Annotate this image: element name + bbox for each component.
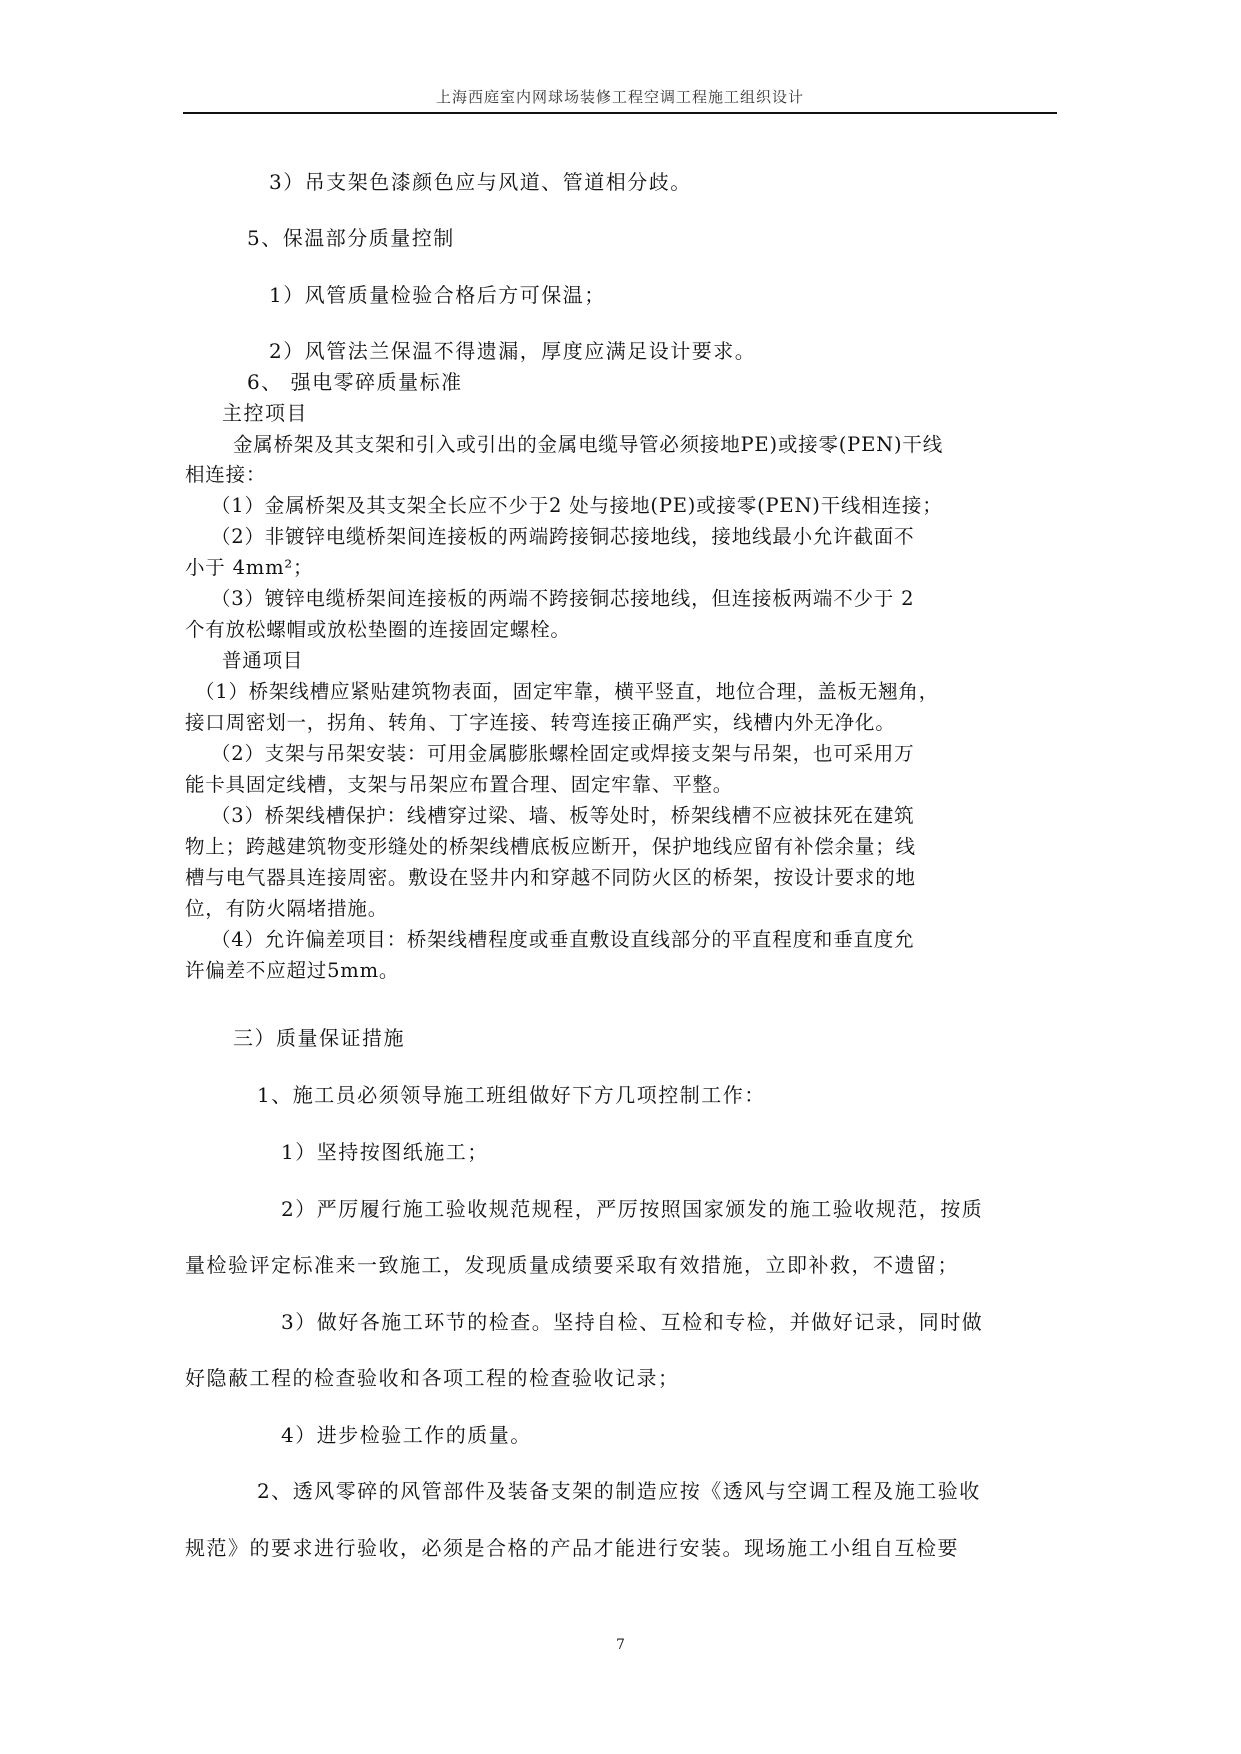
- section-heading: 三）质量保证措施: [233, 1026, 405, 1050]
- text-line: 接口周密划一，拐角、转角、丁字连接、转弯连接正确严实，线槽内外无净化。: [185, 711, 896, 734]
- section-heading: 5、保温部分质量控制: [247, 226, 455, 250]
- text-line: 2）风管法兰保温不得遗漏，厚度应满足设计要求。: [269, 339, 757, 363]
- header-rule: [183, 112, 1057, 114]
- text-line: 1、施工员必须领导施工班组做好下方几项控制工作：: [257, 1083, 766, 1107]
- text-line: （3）镀锌电缆桥架间连接板的两端不跨接铜芯接地线，但连接板两端不少于 2: [211, 587, 915, 610]
- subsection-heading: 普通项目: [222, 649, 304, 672]
- text-line: 小于 4mm²；: [185, 556, 314, 579]
- text-line: （1）桥架线槽应紧贴建筑物表面，固定牢靠，横平竖直，地位合理，盖板无翘角，: [195, 680, 940, 703]
- text-line: （1）金属桥架及其支架全长应不少于2 处与接地(PE)或接零(PEN)干线相连接；: [211, 494, 943, 517]
- text-line: 1）风管质量检验合格后方可保温；: [269, 283, 606, 307]
- page-header-title: 上海西庭室内网球场装修工程空调工程施工组织设计: [435, 88, 804, 106]
- text-line: 能卡具固定线槽，支架与吊架应布置合理、固定牢靠、平整。: [185, 773, 734, 796]
- text-line: 好隐蔽工程的检查验收和各项工程的检查验收记录；: [185, 1366, 680, 1390]
- text-line: 3）吊支架色漆颜色应与风道、管道相分歧。: [269, 170, 692, 194]
- text-line: 1）坚持按图纸施工；: [281, 1140, 489, 1164]
- text-line: （2）支架与吊架安装：可用金属膨胀螺栓固定或焊接支架与吊架，也可采用万: [211, 742, 915, 765]
- text-line: 位，有防火隔堵措施。: [185, 897, 389, 920]
- text-line: 金属桥架及其支架和引入或引出的金属电缆导管必须接地PE)或接零(PEN)干线: [233, 433, 943, 456]
- text-line: 2）严厉履行施工验收规范规程，严厉按照国家颁发的施工验收规范，按质: [281, 1197, 984, 1221]
- section-heading: 6、 强电零碎质量标准: [247, 370, 463, 394]
- text-line: 4）进步检验工作的质量。: [281, 1423, 532, 1447]
- text-line: （4）允许偏差项目：桥架线槽程度或垂直敷设直线部分的平直程度和垂直度允: [211, 928, 915, 951]
- text-line: 2、透风零碎的风管部件及装备支架的制造应按《透风与空调工程及施工验收: [257, 1479, 981, 1503]
- text-line: （2）非镀锌电缆桥架间连接板的两端跨接铜芯接地线，接地线最小允许截面不: [211, 525, 915, 548]
- text-line: 许偏差不应超过5mm。: [185, 959, 400, 982]
- text-line: 3）做好各施工环节的检查。坚持自检、互检和专检，并做好记录，同时做: [281, 1310, 984, 1334]
- subsection-heading: 主控项目: [222, 401, 308, 425]
- text-line: 相连接：: [185, 463, 267, 486]
- text-line: 物上；跨越建筑物变形缝处的桥架线槽底板应断开，保护地线应留有补偿余量；线: [185, 835, 916, 858]
- text-line: （3）桥架线槽保护：线槽穿过梁、墙、板等处时，桥架线槽不应被抹死在建筑: [211, 804, 915, 827]
- text-line: 规范》的要求进行验收，必须是合格的产品才能进行安装。现场施工小组自互检要: [185, 1536, 959, 1560]
- page-number: 7: [616, 1637, 625, 1653]
- text-line: 量检验评定标准来一致施工，发现质量成绩要采取有效措施，立即补救，不遗留；: [185, 1253, 959, 1277]
- text-line: 槽与电气器具连接周密。敷设在竖井内和穿越不同防火区的桥架，按设计要求的地: [185, 866, 916, 889]
- text-line: 个有放松螺帽或放松垫圈的连接固定螺栓。: [185, 618, 571, 641]
